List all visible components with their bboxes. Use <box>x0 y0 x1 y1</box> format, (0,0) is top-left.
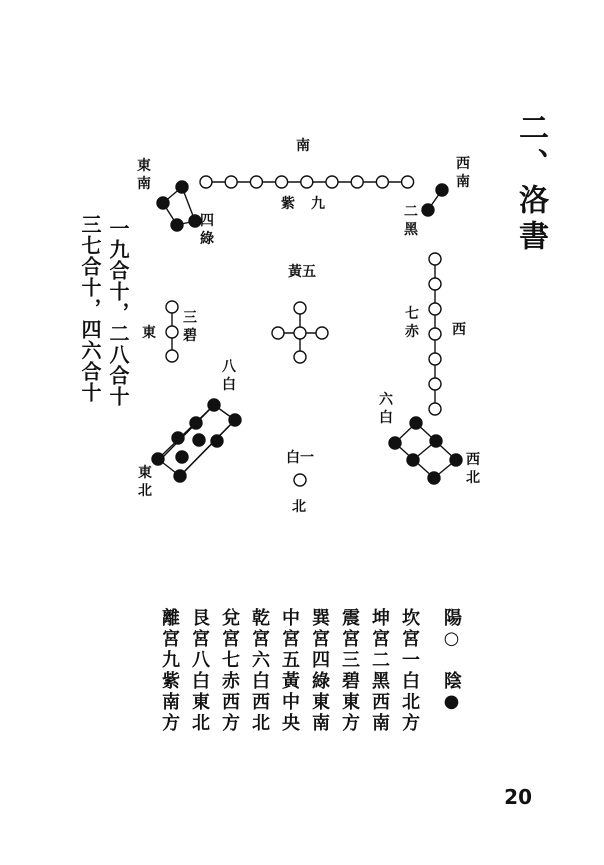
group-eight-dot <box>176 451 188 463</box>
group-seven-dot <box>429 403 441 415</box>
palace-line-qian: 乾宮六白西北 <box>249 608 270 734</box>
palace-line-zhen: 震宮三碧東方 <box>339 608 360 734</box>
legend-yang: 陽○ <box>441 608 462 651</box>
label-northeast-2: 北 <box>138 483 152 499</box>
label-nine-purple-1: 紫 <box>281 196 295 212</box>
palace-line-center: 中宮五黃中央 <box>279 608 300 734</box>
label-northeast-1: 東 <box>138 465 152 481</box>
group-two-dot <box>422 204 434 216</box>
label-southwest-2: 南 <box>456 174 470 190</box>
group-eight-dot <box>190 417 202 429</box>
label-three-jade-1: 三 <box>183 310 197 326</box>
page-number: 20 <box>504 785 532 809</box>
legend-gap <box>441 651 462 671</box>
group-eight-dot <box>152 453 164 465</box>
group-nine-dot <box>200 176 212 188</box>
group-seven-dot <box>429 328 441 340</box>
group-seven-dot <box>429 253 441 265</box>
group-eight-link <box>180 420 235 476</box>
label-two-black-1: 二 <box>404 204 418 220</box>
group-nine-dot <box>351 176 363 188</box>
group-three-dot <box>166 350 178 362</box>
label-north: 北 <box>292 499 306 515</box>
group-five-dot <box>294 327 306 339</box>
group-nine-dot <box>276 176 288 188</box>
group-seven-dot <box>429 378 441 390</box>
legend-yin: 陰● <box>441 671 462 714</box>
group-four-dot <box>171 219 183 231</box>
group-seven-dot <box>429 303 441 315</box>
group-nine-dot <box>225 176 237 188</box>
palace-line-kan: 坎宮一白北方 <box>399 608 420 734</box>
group-three-dot <box>166 301 178 313</box>
group-six-dot <box>410 417 422 429</box>
group-two-dot <box>436 184 448 196</box>
label-northwest-2: 北 <box>466 470 480 486</box>
group-six-dot <box>389 437 401 449</box>
group-eight-dot <box>193 434 205 446</box>
label-two-black-2: 黑 <box>404 222 418 238</box>
sum-line-1: 一九合十，二八合十 <box>106 218 130 407</box>
palace-line-kun: 坤宮二黑西南 <box>369 608 390 734</box>
label-three-jade-2: 碧 <box>183 328 197 344</box>
group-nine-dot <box>250 176 262 188</box>
label-seven-red-2: 赤 <box>405 324 419 340</box>
group-nine-dot <box>326 176 338 188</box>
group-one-dot <box>294 474 306 486</box>
label-six-white-1: 六 <box>379 392 393 408</box>
label-eight-white-2: 白 <box>222 377 236 393</box>
label-southeast-1: 東 <box>137 158 151 174</box>
group-seven-dot <box>429 278 441 290</box>
sum-line-2: 三七合十，四六合十 <box>78 214 102 403</box>
page-title: 二、洛書 <box>513 112 548 256</box>
label-southeast-2: 南 <box>137 176 151 192</box>
label-four-green-2: 綠 <box>200 231 214 247</box>
label-south: 南 <box>296 138 310 154</box>
group-six-dot <box>428 472 440 484</box>
palace-line-xun: 巽宮四綠東南 <box>309 608 330 734</box>
group-seven-dot <box>429 353 441 365</box>
label-eight-white-1: 八 <box>222 359 236 375</box>
label-five-yellow: 黃五 <box>288 264 316 280</box>
group-three-dot <box>166 326 178 338</box>
palace-line-li: 離宮九紫南方 <box>159 608 180 734</box>
palace-line-dui: 兌宮七赤西方 <box>219 608 240 734</box>
group-five-dot <box>272 327 284 339</box>
group-six-dot <box>450 454 462 466</box>
group-eight-dot <box>211 435 223 447</box>
group-five-dot <box>294 351 306 363</box>
group-eight-dot <box>172 432 184 444</box>
label-west: 西 <box>452 322 466 338</box>
group-nine-dot <box>402 176 414 188</box>
palace-line-gen: 艮宮八白東北 <box>189 608 210 734</box>
yin-yang-legend <box>438 608 464 714</box>
label-northwest-1: 西 <box>466 452 480 468</box>
label-four-green-1: 四 <box>200 213 214 229</box>
label-six-white-2: 白 <box>379 410 393 426</box>
label-one-white: 白一 <box>286 450 314 466</box>
group-five-dot <box>316 327 328 339</box>
group-four-dot <box>176 181 188 193</box>
group-six-link <box>413 441 436 460</box>
group-five-dot <box>294 302 306 314</box>
label-east: 東 <box>142 325 156 341</box>
group-nine-dot <box>301 176 313 188</box>
group-nine-dot <box>376 176 388 188</box>
label-nine-purple-2: 九 <box>311 196 325 212</box>
group-four-dot <box>157 197 169 209</box>
label-southwest-1: 西 <box>456 156 470 172</box>
label-seven-red-1: 七 <box>405 306 419 322</box>
